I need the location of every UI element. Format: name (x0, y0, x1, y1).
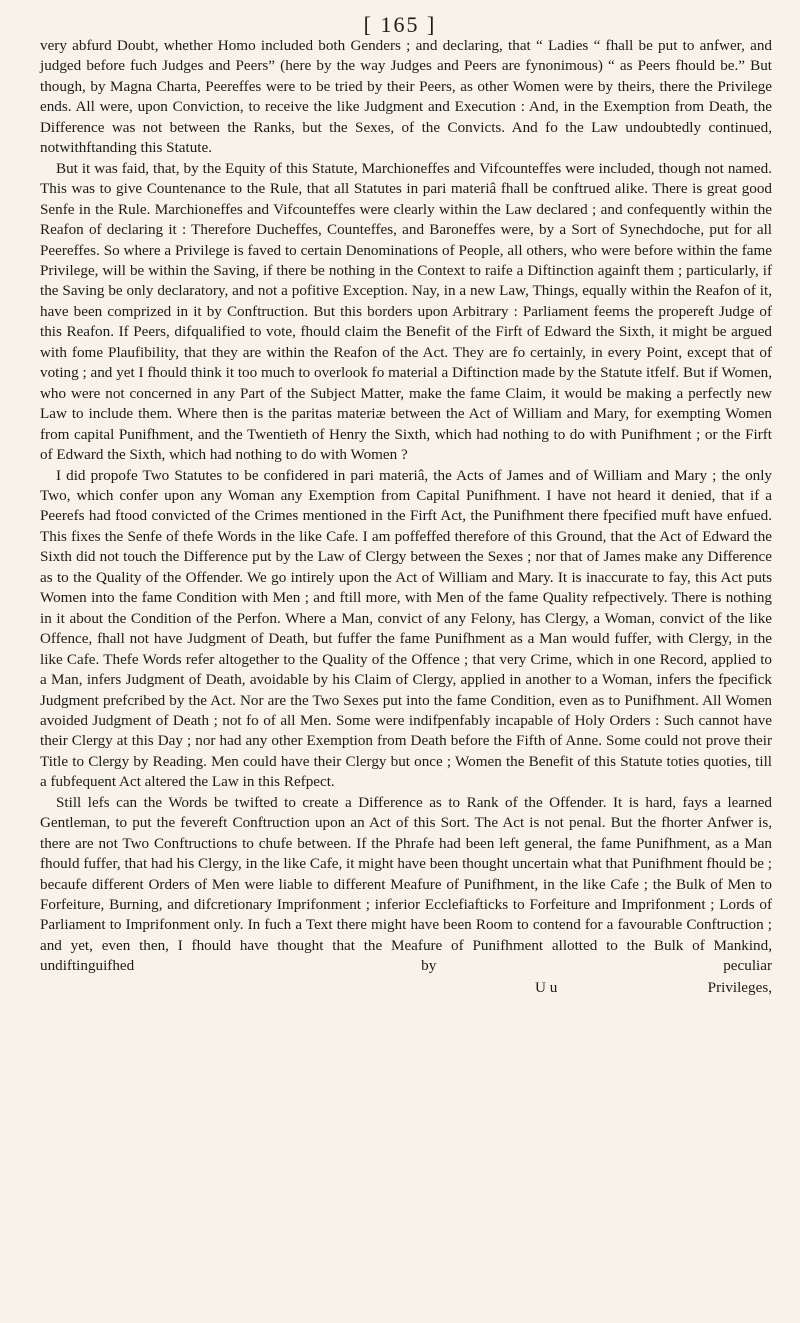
paragraph-4: Still lefs can the Words be twifted to create a Difference as to Rank of the Offender. It is hard, fays a learned Gentleman, to put the fevereft Conftruction upon an Act of this Sort. The Act is not penal. But the fhorter Anfwer is, there are not Two Conftructions to chufe between. If the Phrafe had been left general, the fame Punifhment, as a Man fhould fuffer, that had his Clergy, in the like Cafe, it might have been thought uncertain what that Punifhment fhould be ; becaufe different Orders of Men were liable to different Meafure of Punifhment, in the like Cafe ; the Bulk of Men to Forfeiture, Burning, and difcretionary Imprifonment ; inferior Ecclefiafticks to Forfeiture and Imprifonment ; Lords of Parliament to Imprifonment only. In fuch a Text there might have been Room to contend for a favourable Conftruction ; and yet, even then, I fhould have thought that the Meafure of Punifhment allotted to the Bulk of Mankind, undiftinguifhed by peculiar (40, 793, 773, 975)
page-number: [ 165 ] (363, 12, 437, 37)
signature-mark: U u (535, 979, 558, 996)
catchword-line (40, 979, 772, 999)
paragraph-3: I did propofe Two Statutes to be confidered in pari materiâ, the Acts of James and of William and Mary ; the only Two, which confer upon any Woman any Exemption from Capital Punifhment. I have not heard it denied, that if a Peerefs had ftood convicted of the Crimes mentioned in the Firft Act, the Punifhment there fpecified muft have enfued. This fixes the Senfe of thefe Words in the like Cafe. I am poffeffed therefore of this Ground, that the Act of Edward the Sixth did not touch the Difference put by the Law of Clergy between the Sexes ; nor that of James make any Difference as to the Quality of the Offender. We go intirely upon the Act of William and Mary. It is inaccurate to fay, this Act puts Women into the fame Condition with Men ; and ftill more, with Men of the fame Quality refpectively. There is nothing in it about the Condition of the Perfon. Where a Man, convict of any Felony, has Clergy, a Woman, convict of the like Offence, fhall not have Judgment of Death, but fuffer the fame Punifhment as a Man would fuffer, with Clergy, in the like Cafe. Thefe Words refer altogether to the Quality of the Offence ; that very Crime, which in one Record, applied to a Man, infers Judgment of Death, avoidable by his Claim of Clergy, applied in another to a Woman, infers the fpecifick Judgment prefcribed by the Act. Nor are the Two Sexes put into the fame Condition, even as to Punifhment. All Women avoided Judgment of Death ; not fo of all Men. Some were indifpenfably incapable of Holy Orders : Such cannot have their Clergy at this Day ; nor had any other Exemption from Death before the Fifth of Anne. Some could not prove their Title to Clergy by Reading. Men could have their Clergy but once ; Women the Benefit of this Statute toties quoties, till a fubfequent Act altered the Law in this Refpect. (40, 466, 772, 791)
paragraph-1: very abfurd Doubt, whether Homo included both Genders ; and declaring, that “ Ladies “ fhall be put to anfwer, and judged before fuch Judges and Peers” (here by the way Judges and Peers are fynonimous) “ as Peers fhould be.” But though, by Magna Charta, Peereffes were to be tried by their Peers, as other Women were by theirs, there the Privilege ends. All were, upon Conviction, to receive the like Judgment and Execution : And, in the Exemption from Death, the Difference was not between the Ranks, but the Sexes, of the Convicts. And fo the Law undoubtedly continued, notwithftanding this Statute. (40, 37, 772, 157)
paragraph-2: But it was faid, that, by the Equity of this Statute, Marchioneffes and Vifcounteffes were included, though not named. This was to give Countenance to the Rule, that all Statutes in pari materiâ fhall be conftrued alike. There is great good Senfe in the Rule. Marchioneffes and Vifcounteffes were clearly within the Law declared ; and confequently within the Reafon of declaring it : Therefore Ducheffes, Counteffes, and Baroneffes were, by a Sort of Synechdoche, put for all Peereffes. So where a Privilege is faved to certain Denominations of People, all others, who were before within the fame Privilege, will be within the Saving, if there be nothing in the Context to raife a Diftinction againft them ; particularly, if the Saving be only declaratory, and not a pofitive Exception. Nay, in a new Law, Things, equally within the Reafon of it, have been comprized in it by Conftruction. But this borders upon Arbitrary : Parliament feems the propereft Judge of this Reafon. If Peers, difqualified to vote, fhould claim the Benefit of the Firft of Edward the Sixth, it might be argued with fome Plaufibility, that they are within the Reafon of the Act. They are fo certainly, in every Point, except that of voting ; and yet I fhould think it too much to overlook fo material a Diftinction made by the Statute itfelf. But if Women, who were not concerned in any Part of the Subject Matter, make the fame Claim, it would be making a perfectly new Law to include them. Where then is the paritas materiæ between the Act of William and Mary, for exempting Women from capital Punifhment, and the Twentieth of Henry the Sixth, which had nothing to do with Punifhment ; or the Firft of Edward the Sixth, which had nothing to do with Women ? (40, 159, 772, 464)
body-text (40, 36, 772, 977)
catchword: Privileges, (707, 979, 772, 996)
